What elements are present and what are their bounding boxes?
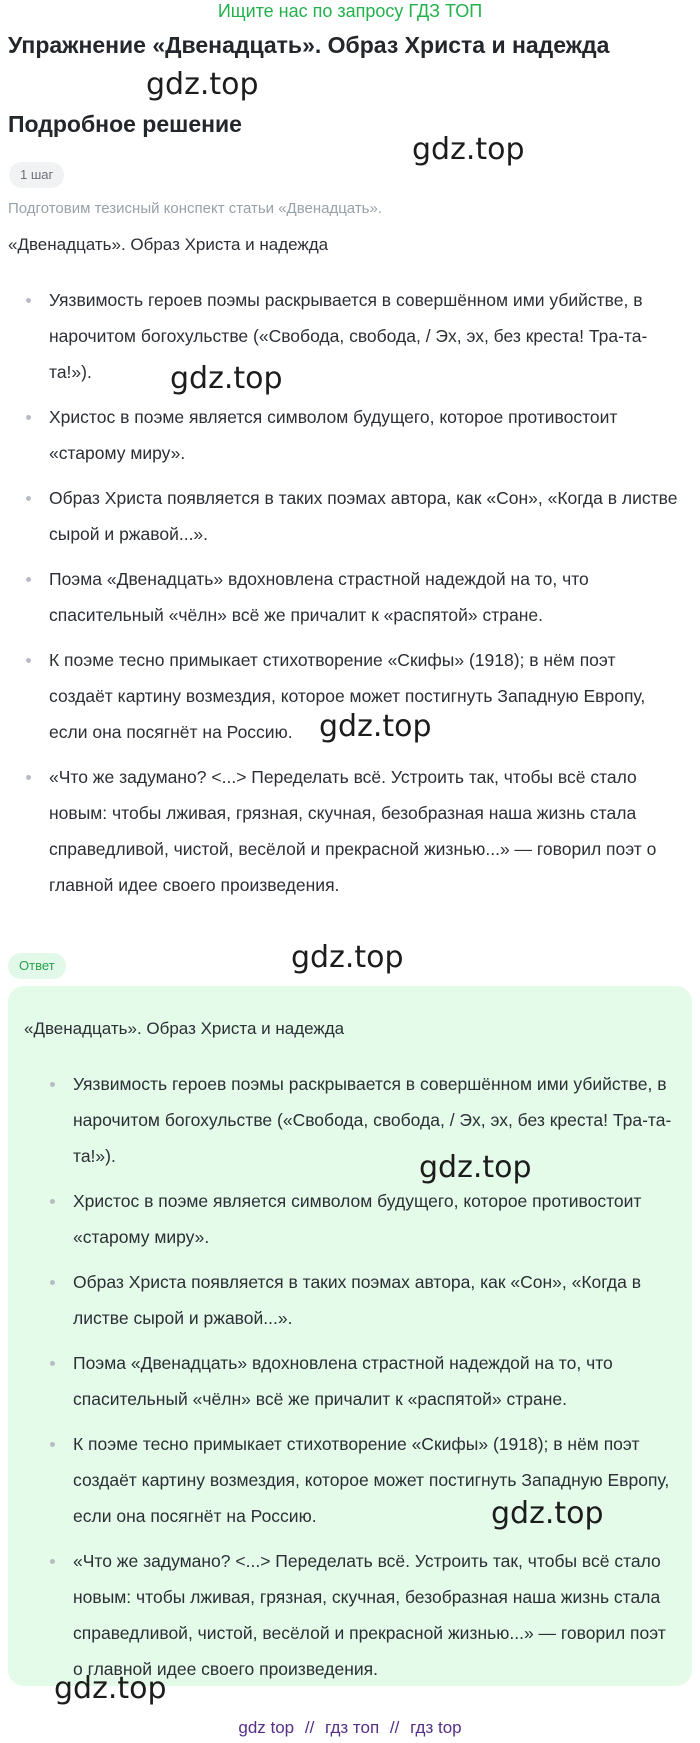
solution-item: Образ Христа появляется в таких поэмах автора, как «Сон», «Когда в листве сырой и ржавой...». — [8, 480, 684, 552]
answer-badge: Ответ — [8, 953, 66, 979]
step-description: Подготовим тезисный конспект статьи «Двенадцать». — [8, 200, 383, 217]
watermark: gdz.top — [419, 1150, 532, 1185]
watermark: gdz.top — [54, 1671, 167, 1706]
solution-item: Поэма «Двенадцать» вдохновлена страстной надеждой на то, что спасительный «чёлн» всё же причалит к «распятой» стране. — [8, 561, 684, 633]
section-title: Подробное решение — [8, 111, 242, 137]
step-badge: 1 шаг — [9, 162, 64, 188]
answer-item: Христос в поэме является символом будущего, которое противостоит «старому миру». — [32, 1183, 672, 1255]
solution-list — [8, 282, 684, 912]
answer-list — [32, 1066, 672, 1696]
watermark: gdz.top — [291, 940, 404, 975]
watermark: gdz.top — [170, 361, 283, 396]
footer-link-gdz-top-mixed[interactable]: гдз top — [410, 1718, 462, 1737]
solution-item: Уязвимость героев поэмы раскрывается в совершённом ими убийстве, в нарочитом богохульстве («Свобода, свобода, / Эх, эх, без креста! Тра-та-та!»). — [8, 282, 684, 390]
answer-item: Поэма «Двенадцать» вдохновлена страстной надеждой на то, что спасительный «чёлн» всё же причалит к «распятой» стране. — [32, 1345, 672, 1417]
footer-link-gdz-top[interactable]: gdz top — [238, 1718, 295, 1737]
watermark: gdz.top — [319, 709, 432, 744]
footer-link-gdz-top-ru[interactable]: гдз топ — [325, 1718, 380, 1737]
solution-heading: «Двенадцать». Образ Христа и надежда — [8, 235, 329, 254]
footer-separator: // — [389, 1718, 400, 1737]
answer-item: Образ Христа появляется в таких поэмах автора, как «Сон», «Когда в листве сырой и ржавой...». — [32, 1264, 672, 1336]
watermark: gdz.top — [412, 132, 525, 167]
footer-links — [0, 1717, 700, 1739]
watermark: gdz.top — [491, 1496, 604, 1531]
footer-separator: // — [304, 1718, 315, 1737]
page-title: Упражнение «Двенадцать». Образ Христа и надежда — [8, 32, 610, 58]
solution-item: Христос в поэме является символом будущего, которое противостоит «старому миру». — [8, 399, 684, 471]
solution-item: К поэме тесно примыкает стихотворение «Скифы» (1918); в нём поэт создаёт картину возмездия, которое может постигнуть Западную Европу, если она посягнёт на Россию. — [8, 642, 684, 750]
search-banner: Ищите нас по запросу ГДЗ ТОП — [217, 1, 483, 21]
answer-heading: «Двенадцать». Образ Христа и надежда — [24, 1019, 345, 1038]
watermark: gdz.top — [146, 67, 259, 102]
answer-item: Уязвимость героев поэмы раскрывается в совершённом ими убийстве, в нарочитом богохульстве («Свобода, свобода, / Эх, эх, без креста! Тра-та-та!»). — [32, 1066, 672, 1174]
answer-item: К поэме тесно примыкает стихотворение «Скифы» (1918); в нём поэт создаёт картину возмездия, которое может постигнуть Западную Европу, если она посягнёт на Россию. — [32, 1426, 672, 1534]
solution-item: «Что же задумано? <...> Переделать всё. Устроить так, чтобы всё стало новым: чтобы лживая, грязная, скучная, безобразная наша жизнь стала справедливой, чистой, весёлой и прекрасной жизнью...» — говорил поэт о главной идее своего произведения. — [8, 759, 684, 903]
answer-item: «Что же задумано? <...> Переделать всё. Устроить так, чтобы всё стало новым: чтобы лживая, грязная, скучная, безобразная наша жизнь стала справедливой, чистой, весёлой и прекрасной жизнью...» — говорил поэт о главной идее своего произведения. — [32, 1543, 672, 1687]
